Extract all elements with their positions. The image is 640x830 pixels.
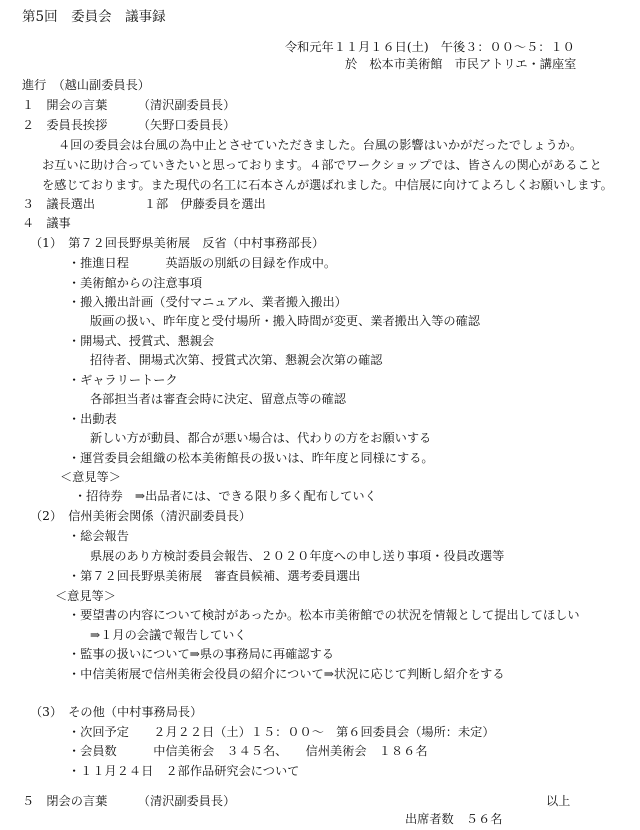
section-2-bullet: ・第７２回長野県美術展 審査員候補、選考委員選出 (68, 569, 361, 583)
agenda-item-2: ２ 委員長挨拶 （矢野口委員長） (22, 118, 236, 132)
meeting-place: 於 松本市美術館 市民アトリエ・講座室 (345, 57, 577, 71)
section-1-opinions-heading: ＜意見等＞ (60, 470, 121, 484)
section-1-bullet: ・搬入搬出計画（受付マニュアル、業者搬入搬出） (68, 295, 347, 309)
section-1-bullet: ・運営委員会組織の松本美術館長の扱いは、昨年度と同様にする。 (68, 451, 434, 465)
section-1-bullet: ・美術館からの注意事項 (68, 276, 203, 290)
agenda-item-3: ３ 議長選出 １部 伊藤委員を選出 (22, 197, 266, 211)
greeting-line-1: ４回の委員会は台風の為中止とさせていただきました。台風の影響はいかがだったでしょうか。 (58, 138, 583, 152)
agenda-item-1: １ 開会の言葉 （清沢副委員長） (22, 98, 236, 112)
section-2-opinion: ・監事の扱いについて⇒県の事務局に再確認する (68, 647, 334, 661)
section-1-bullet: ・出動表 (68, 412, 117, 426)
section-2-title: （2） 信州美術会関係（清沢副委員長） (30, 509, 252, 523)
document-title: 第5回 委員会 議事録 (22, 9, 166, 25)
chairperson: 進行 （越山副委員長） (22, 78, 150, 92)
section-1-bullet: ・開場式、授賞式、懇親会 (68, 334, 215, 348)
meeting-date: 令和元年１１月１６日(土) 午後３：００～５：１０ (285, 40, 575, 54)
section-1-detail: 各部担当者は審査会時に決定、留意点等の確認 (90, 392, 346, 406)
section-3-bullet: ・次回予定 ２月２２日（土）１５：００～ 第６回委員会（場所：未定） (68, 725, 495, 739)
section-3-bullet: ・会員数 中信美術会 ３４５名、 信州美術会 １８６名 (68, 744, 428, 758)
greeting-line-3: を感じております。また現代の名工に石本さんが選ばれました。中信展に向けてよろしくお願いします。 (42, 178, 613, 192)
greeting-line-2: お互いに助け合っていきたいと思っております。４部でワークショップでは、皆さんの関心があること (42, 158, 602, 172)
section-3-title: （3） その他（中村事務局長） (30, 705, 203, 719)
end-mark: 以上 (546, 794, 571, 808)
section-1-title: （1） 第７２回長野県美術展 反省（中村事務部長） (30, 236, 325, 250)
agenda-item-5: ５ 閉会の言葉 （清沢副委員長） (22, 794, 236, 808)
section-1-detail: 招待者、開場式次第、授賞式次第、懇親会次第の確認 (90, 353, 383, 367)
agenda-item-4: ４ 議事 (22, 216, 71, 230)
section-1-detail: 新しい方が動員、都合が悪い場合は、代わりの方をお願いする (90, 431, 432, 445)
section-1-opinion: ・招待券 ⇒出品者には、できる限り多く配布していく (74, 489, 377, 503)
section-3-bullet: ・１１月２４日 ２部作品研究会について (68, 764, 300, 778)
section-2-opinion-reply: ⇒１月の会議で報告していく (90, 628, 247, 642)
section-2-opinion: ・中信美術展で信州美術会役員の紹介について⇒状況に応じて判断し紹介をする (68, 667, 505, 681)
attendance-count: 出席者数 ５６名 (405, 812, 503, 826)
section-2-opinion: ・要望書の内容について検討があったか。松本市美術館での状況を情報として提出してほしい (68, 608, 580, 622)
section-2-detail: 県展のあり方検討委員会報告、２０２０年度への申し送り事項・役員改選等 (90, 549, 505, 563)
section-1-bullet: ・推進日程 英語版の別紙の目録を作成中。 (68, 256, 337, 270)
section-2-opinions-heading: ＜意見等＞ (55, 589, 116, 603)
section-1-detail: 版画の扱い、昨年度と受付場所・搬入時間が変更、業者搬出入等の確認 (90, 314, 480, 328)
section-1-bullet: ・ギャラリートーク (68, 373, 178, 387)
section-2-bullet: ・総会報告 (68, 529, 129, 543)
